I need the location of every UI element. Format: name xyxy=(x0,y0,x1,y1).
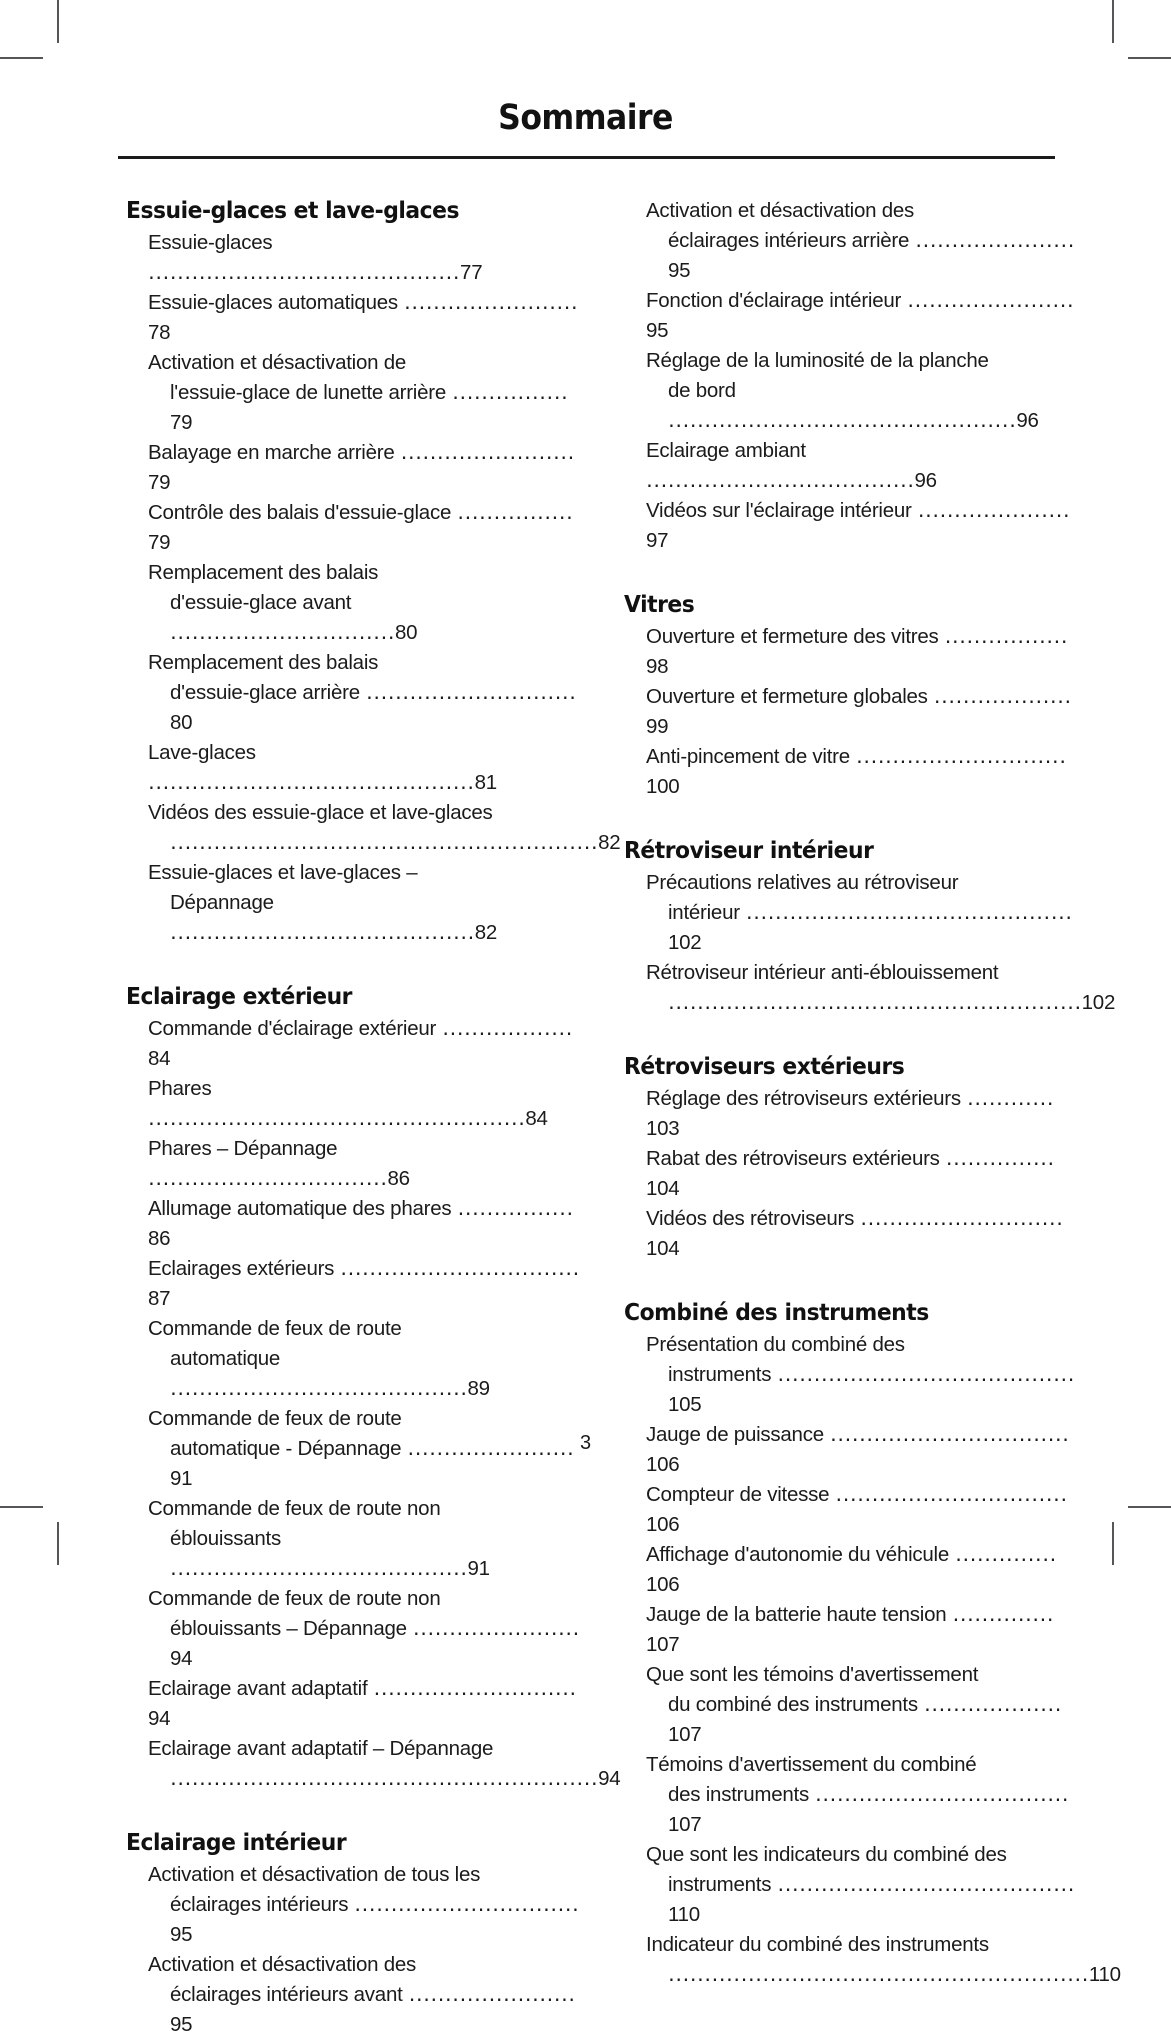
toc-page-number: 80 xyxy=(394,621,418,644)
toc-page-number: 100 xyxy=(646,775,680,798)
toc-leader-dots: ․․․․․․․․․․․․․․․ xyxy=(939,1147,1055,1170)
toc-entry[interactable] xyxy=(624,496,1079,556)
crop-mark-bottom-right-horizontal xyxy=(1128,1506,1171,1508)
toc-entry-title-line: Eclairage avant adaptatif ․․․․․․․․․․․․․․․․․․․․․․․․․․․․94 xyxy=(148,1677,577,1730)
toc-section-heading: Rétroviseurs extérieurs xyxy=(624,1052,905,1080)
toc-page-number: 104 xyxy=(646,1237,680,1260)
toc-leader-dots: ․․․․․․․․․․․․․․․․․․․․․․․․․․․․․․․․ xyxy=(829,1483,1068,1506)
toc-entry-title-line: Activation et désactivation de xyxy=(148,351,407,374)
page-number: 3 xyxy=(579,1432,592,1454)
toc-entry[interactable] xyxy=(624,1144,1079,1204)
toc-entry-title-line: Que sont les indicateurs du combiné des xyxy=(646,1843,1007,1866)
toc-leader-dots: ․․․․․․․․․․․․․․․․․․․․․․․․․․․․․․․․․․․․․․․․․ xyxy=(771,1873,1075,1896)
toc-entry[interactable] xyxy=(624,1540,1079,1600)
toc-leader-dots: ․․․․․․․․․․․․․․․․․․․․․ xyxy=(911,499,1071,522)
page-title: Sommaire xyxy=(498,98,673,138)
toc-page-number: 89 xyxy=(467,1377,490,1400)
toc-entry-title-line: Allumage automatique des phares ․․․․․․․․․․․․․․․․86 xyxy=(148,1197,574,1250)
toc-section xyxy=(624,836,1116,1018)
toc-entry-title-line: instruments ․․․․․․․․․․․․․․․․․․․․․․․․․․․․․․․․․․․․․․․․․110 xyxy=(668,1873,1075,1926)
toc-column-left xyxy=(126,196,621,2040)
toc-entry-title-line: Phares – Dépannage ․․․․․․․․․․․․․․․․․․․․․․․․․․․․․․․․․86 xyxy=(148,1137,410,1190)
toc-entry[interactable] xyxy=(126,498,581,558)
toc-page-number: 91 xyxy=(170,1467,193,1490)
toc-page-number: 105 xyxy=(668,1393,702,1416)
toc-entry-title-line: Lave-glaces ․․․․․․․․․․․․․․․․․․․․․․․․․․․․․․․․․․․․․․․․․․․․․81 xyxy=(148,741,497,794)
toc-entry[interactable] xyxy=(126,1134,581,1194)
toc-entry-title-line: d'essuie-glace arrière ․․․․․․․․․․․․․․․․․․․․․․․․․․․․․80 xyxy=(170,681,577,734)
toc-leader-dots: ․․․․․․․․․․․․․․․․․․․ xyxy=(927,685,1072,708)
toc-page-number: 110 xyxy=(668,1903,700,1926)
toc-page-number: 84 xyxy=(525,1107,548,1130)
toc-page-number: 91 xyxy=(467,1557,490,1580)
toc-entry-title-line: Réglage des rétroviseurs extérieurs ․․․․․․․․․․․․103 xyxy=(646,1087,1055,1140)
toc-entry[interactable] xyxy=(624,196,1079,286)
toc-page-number: 106 xyxy=(646,1573,680,1596)
toc-page-number: 77 xyxy=(460,261,483,284)
toc-section xyxy=(624,1298,1121,1990)
toc-section-heading: Eclairage extérieur xyxy=(126,982,353,1010)
toc-leader-dots: ․․․․․․․․․․․․․․․․․․․․․․․․․․․․․․․․․ xyxy=(334,1257,580,1280)
toc-column-right xyxy=(624,196,1121,1990)
toc-leader-dots: ․․․․․․․․․․․․․․․․․․․․․․․․․․․․․․․․․․․․․․․․․ xyxy=(170,1557,468,1580)
toc-page-number: 107 xyxy=(646,1633,680,1656)
toc-entry[interactable] xyxy=(624,682,1079,742)
toc-page-number: 94 xyxy=(148,1707,171,1730)
toc-leader-dots: ․․․․․․․․․․․․․․․․․․․․․․․․․․․․․․․․․ xyxy=(823,1423,1070,1446)
toc-entry-title-line: Témoins d'avertissement du combiné xyxy=(646,1753,977,1776)
toc-leader-dots: ․․․․․․․․․․․․․․․․․․․․․․․․․․․․․․․․․․․․․․․․․․ xyxy=(170,921,475,944)
toc-entry-title-line: instruments ․․․․․․․․․․․․․․․․․․․․․․․․․․․․․․․․․․․․․․․․․105 xyxy=(668,1363,1075,1416)
toc-entry-list xyxy=(126,1860,581,2040)
toc-entry[interactable] xyxy=(126,1950,581,2040)
toc-entry[interactable] xyxy=(126,1860,581,1950)
crop-mark-top-right-horizontal xyxy=(1128,57,1171,59)
toc-entry[interactable] xyxy=(624,1750,1079,1840)
toc-entry-list xyxy=(624,1330,1121,1990)
toc-entry-title-line: Commande de feux de route non xyxy=(148,1587,441,1610)
toc-entry-list xyxy=(624,622,1079,802)
toc-entry-title-line: Précautions relatives au rétroviseur xyxy=(646,871,959,894)
toc-leader-dots: ․․․․․․․․․․․․․․․․․․․․․․․․․․․․․ xyxy=(849,745,1067,768)
toc-page-number: 82 xyxy=(474,921,498,944)
toc-entry[interactable] xyxy=(624,436,1079,496)
toc-page-number: 79 xyxy=(148,531,171,554)
toc-entry[interactable] xyxy=(624,622,1079,682)
toc-entry-list xyxy=(624,196,1079,556)
header-rule xyxy=(118,156,1055,159)
toc-entry[interactable] xyxy=(126,228,581,288)
toc-leader-dots: ․․․․․․․․․․․․․․․․․․․․․․․․․․․․․․․․․․․․․․․․․․․․․․․․․․․․․․․․․․ xyxy=(668,1963,1089,1986)
toc-section-heading: Essuie-glaces et lave-glaces xyxy=(126,196,460,224)
toc-entry-title-line: Commande de feux de route xyxy=(148,1317,402,1340)
toc-page-number: 102 xyxy=(1081,991,1116,1014)
toc-section xyxy=(126,196,621,948)
toc-leader-dots: ․․․․․․․․․․․․․․․․․․․․․․․․․․․․․․․․․․․․․․․․․ xyxy=(170,1377,468,1400)
toc-entry-title-line: automatique ․․․․․․․․․․․․․․․․․․․․․․․․․․․․․․․․․․․․․․․․․89 xyxy=(170,1347,490,1400)
toc-leader-dots: ․․․․․․․․․․․․․․․․ xyxy=(446,381,569,404)
toc-leader-dots: ․․․․․․․․․․․․․․․․․․․․․․․ xyxy=(401,1437,575,1460)
toc-entry-list xyxy=(126,1014,621,1794)
toc-entry-title-line: Phares ․․․․․․․․․․․․․․․․․․․․․․․․․․․․․․․․․․․․․․․․․․․․․․․․․․․․84 xyxy=(148,1077,548,1130)
toc-page-number: 98 xyxy=(646,655,669,678)
toc-leader-dots: ․․․․․․․․․․․․․․․․․․․․․․․․․․․․․․․ xyxy=(348,1893,580,1916)
toc-entry-title-line: Commande de feux de route xyxy=(148,1407,402,1430)
toc-entry-title-line: éblouissants – Dépannage ․․․․․․․․․․․․․․․․․․․․․․․94 xyxy=(170,1617,580,1670)
toc-entry-title-line: Vidéos des essuie-glace et lave-glaces xyxy=(148,801,493,824)
toc-section xyxy=(624,590,1079,802)
toc-entry-title-line: Compteur de vitesse ․․․․․․․․․․․․․․․․․․․․․․․․․․․․․․․․106 xyxy=(646,1483,1068,1536)
toc-leader-line xyxy=(646,1960,1121,1990)
toc-leader-dots: ․․․․․․․․․․․․․․ xyxy=(946,1603,1055,1626)
toc-leader-dots: ․․․․․․․․․․․․․․․․․․․․․․․․․․․․․․․․․․․․․ xyxy=(646,469,915,492)
toc-leader-dots: ․․․․․․․․․․․․․․․․․․․․․․․․․․․․․․․․․․․․․․․․․․․․․ xyxy=(148,771,475,794)
toc-leader-dots: ․․․․․․․․․․․․․․․․ xyxy=(451,1197,574,1220)
toc-entry-title-line: Essuie-glaces ․․․․․․․․․․․․․․․․․․․․․․․․․․․․․․․․․․․․․․․․․․․77 xyxy=(148,231,483,284)
toc-page-number: 102 xyxy=(668,931,702,954)
toc-entry[interactable] xyxy=(624,346,1079,436)
toc-entry-title-line: Commande d'éclairage extérieur ․․․․․․․․․․․․․․․․․․84 xyxy=(148,1017,573,1070)
toc-leader-dots: ․․․․․․․․․․․․․․․․․․ xyxy=(436,1017,573,1040)
toc-page-number: 94 xyxy=(598,1767,621,1790)
toc-page-number: 95 xyxy=(170,1923,193,1946)
toc-entry-title-line: Eclairages extérieurs ․․․․․․․․․․․․․․․․․․․․․․․․․․․․․․․․․87 xyxy=(148,1257,580,1310)
toc-page-number: 95 xyxy=(170,2013,193,2036)
toc-entry[interactable] xyxy=(624,1660,1079,1750)
toc-section xyxy=(624,196,1079,556)
toc-entry[interactable] xyxy=(126,648,581,738)
toc-page-number: 95 xyxy=(668,259,691,282)
toc-entry-title-line: Eclairage ambiant ․․․․․․․․․․․․․․․․․․․․․․․․․․․․․․․․․․․․․96 xyxy=(646,439,937,492)
toc-entry-title-line: intérieur ․․․․․․․․․․․․․․․․․․․․․․․․․․․․․․․․․․․․․․․․․․․․․102 xyxy=(668,901,1073,954)
toc-entry[interactable] xyxy=(126,1494,581,1584)
toc-page-number: 86 xyxy=(387,1167,410,1190)
crop-mark-top-left-vertical xyxy=(57,0,59,43)
toc-entry-title-line: Vidéos des rétroviseurs ․․․․․․․․․․․․․․․․․․․․․․․․․․․․104 xyxy=(646,1207,1064,1260)
toc-entry[interactable] xyxy=(624,1330,1079,1420)
toc-leader-dots: ․․․․․․․․․․․․․․․․․․․․․․․․․․․․ xyxy=(367,1677,577,1700)
toc-entry[interactable] xyxy=(624,1930,1121,1990)
toc-leader-dots: ․․․․․․․․․․․․․․․․․․․․․․․․․․․․․․․․․․․․․․․․․․․․․․․․․․․․ xyxy=(148,1107,526,1130)
toc-entry-title-line: Rétroviseur intérieur anti-éblouissement xyxy=(646,961,999,984)
toc-page-number: 99 xyxy=(646,715,669,738)
toc-leader-line xyxy=(148,1764,621,1794)
toc-entry-title-line: Que sont les témoins d'avertissement xyxy=(646,1663,979,1686)
toc-leader-dots: ․․․․․․․․․․․․․․․․․․․․․․․ xyxy=(901,289,1075,312)
toc-leader-dots: ․․․․․․․․․․․․․․․․․․․ xyxy=(917,1693,1062,1716)
toc-entry-title-line: Vidéos sur l'éclairage intérieur ․․․․․․․․․․․․․․․․․․․․․97 xyxy=(646,499,1071,552)
toc-entry[interactable] xyxy=(126,1014,581,1074)
toc-leader-dots: ․․․․․․․․․․․․․․․․․․․․․․․․․․․․․․․․․․․․․․․․․․․․․․․․․․․․․․․․․․․ xyxy=(170,1767,599,1790)
toc-entry-title-line: Jauge de la batterie haute tension ․․․․․․․․․․․․․․107 xyxy=(646,1603,1055,1656)
toc-page-number: 84 xyxy=(148,1047,171,1070)
toc-leader-dots: ․․․․․․․․․․․․․․․․․․․․․․․․․․․․․․․․․․․․․․․․․․․․․ xyxy=(739,901,1073,924)
toc-entry-title-line: Affichage d'autonomie du véhicule ․․․․․․․․․․․․․․106 xyxy=(646,1543,1057,1596)
toc-leader-dots: ․․․․․․․․․․․․․․․․․․․․․․․․․․․․․․․․․ xyxy=(148,1167,388,1190)
crop-mark-bottom-left-vertical xyxy=(57,1522,59,1565)
toc-leader-dots: ․․․․․․․․․․․․․․․․․․․․․․․ xyxy=(402,1983,576,2006)
toc-page-number: 86 xyxy=(148,1227,171,1250)
toc-entry-title-line: Balayage en marche arrière ․․․․․․․․․․․․․․․․․․․․․․․․79 xyxy=(148,441,575,494)
toc-entry[interactable] xyxy=(126,1674,581,1734)
toc-entry-title-line: Eclairage avant adaptatif – Dépannage xyxy=(148,1737,494,1760)
toc-entry-list xyxy=(126,228,621,948)
toc-entry[interactable] xyxy=(126,1584,581,1674)
toc-page-number: 80 xyxy=(170,711,193,734)
toc-section xyxy=(126,982,621,1794)
toc-entry-title-line: l'essuie-glace de lunette arrière ․․․․․․․․․․․․․․․․79 xyxy=(170,381,569,434)
toc-page-number: 82 xyxy=(598,831,621,854)
toc-entry-title-line: Remplacement des balais xyxy=(148,561,379,584)
toc-page-number: 79 xyxy=(148,471,171,494)
toc-section-heading: Vitres xyxy=(624,590,695,618)
toc-entry[interactable] xyxy=(126,798,621,858)
crop-mark-top-right-vertical xyxy=(1112,0,1114,43)
toc-entry-title-line: Contrôle des balais d'essuie-glace ․․․․․․․․․․․․․․․․79 xyxy=(148,501,574,554)
toc-entry-title-line: Ouverture et fermeture globales ․․․․․․․․․․․․․․․․․․․99 xyxy=(646,685,1072,738)
toc-page-number: 106 xyxy=(646,1513,680,1536)
toc-page-number: 107 xyxy=(668,1723,702,1746)
toc-leader-dots: ․․․․․․․․․․․․ xyxy=(960,1087,1055,1110)
toc-entry[interactable] xyxy=(126,1074,581,1134)
toc-leader-dots: ․․․․․․․․․․․․․․․․․․․․․․․․․․․․․․․ xyxy=(170,621,395,644)
toc-entry[interactable] xyxy=(624,1084,1079,1144)
toc-leader-dots: ․․․․․․․․․․․․․․․․․․․․․․․․ xyxy=(397,291,579,314)
toc-entry-title-line: Ouverture et fermeture des vitres ․․․․․․․․․․․․․․․․․98 xyxy=(646,625,1069,678)
crop-mark-bottom-right-vertical xyxy=(1112,1522,1114,1565)
toc-entry-title-line: Remplacement des balais xyxy=(148,651,379,674)
toc-entry-title-line: d'essuie-glace avant ․․․․․․․․․․․․․․․․․․․․․․․․․․․․․․․80 xyxy=(170,591,418,644)
toc-entry[interactable] xyxy=(126,348,581,438)
toc-entry[interactable] xyxy=(126,438,581,498)
toc-leader-dots: ․․․․․․․․․․․․․․․․․․․․․․․․․․․․ xyxy=(854,1207,1064,1230)
toc-page-number: 94 xyxy=(170,1647,193,1670)
toc-entry-title-line: éclairages intérieurs arrière ․․․․․․․․․․․․․․․․․․․․․․95 xyxy=(668,229,1075,282)
toc-entry[interactable] xyxy=(126,558,581,648)
toc-section xyxy=(624,1052,1079,1264)
toc-entry-title-line: Jauge de puissance ․․․․․․․․․․․․․․․․․․․․․․․․․․․․․․․․․106 xyxy=(646,1423,1070,1476)
toc-page-number: 96 xyxy=(1016,409,1039,432)
toc-entry[interactable] xyxy=(624,1480,1079,1540)
toc-entry[interactable] xyxy=(126,738,581,798)
toc-leader-dots: ․․․․․․․․․․․․․․ xyxy=(949,1543,1057,1566)
toc-entry-title-line: Dépannage ․․․․․․․․․․․․․․․․․․․․․․․․․․․․․․․․․․․․․․․․․․82 xyxy=(170,891,498,944)
toc-section-heading: Combiné des instruments xyxy=(624,1298,929,1326)
toc-page-number: 87 xyxy=(148,1287,171,1310)
toc-leader-dots: ․․․․․․․․․․․․․․․․․․․․․․․․․․․․․․․․․․․․․․․․․․․․․․․․․․․․․․․․․․․ xyxy=(170,831,599,854)
toc-entry-title-line: de bord ․․․․․․․․․․․․․․․․․․․․․․․․․․․․․․․․․․․․․․․․․․․․․․․․96 xyxy=(668,379,1039,432)
toc-leader-dots: ․․․․․․․․․․․․․․․․․․․․․․․․․․․․․․․․․․․ xyxy=(808,1783,1070,1806)
toc-entry-title-line: des instruments ․․․․․․․․․․․․․․․․․․․․․․․․․․․․․․․․․․․107 xyxy=(668,1783,1070,1836)
toc-entry-title-line: Activation et désactivation des xyxy=(646,199,915,222)
toc-page-number: 110 xyxy=(1088,1963,1121,1986)
toc-leader-dots: ․․․․․․․․․․․․․․․․․․․․․․․ xyxy=(406,1617,580,1640)
toc-entry-title-line: Anti-pincement de vitre ․․․․․․․․․․․․․․․․․․․․․․․․․․․․․100 xyxy=(646,745,1067,798)
toc-entry-title-line: éclairages intérieurs avant ․․․․․․․․․․․․․․․․․․․․․․․95 xyxy=(170,1983,576,2036)
toc-entry-title-line: Présentation du combiné des xyxy=(646,1333,905,1356)
toc-page-number: 107 xyxy=(668,1813,702,1836)
toc-entry-title-line: Essuie-glaces automatiques ․․․․․․․․․․․․․․․․․․․․․․․․78 xyxy=(148,291,579,344)
toc-leader-dots: ․․․․․․․․․․․․․․․․․․․․․․ xyxy=(909,229,1075,252)
toc-entry[interactable] xyxy=(624,868,1079,958)
toc-entry-title-line: automatique - Dépannage ․․․․․․․․․․․․․․․․․․․․․․․91 xyxy=(170,1437,575,1490)
toc-section xyxy=(126,1828,581,2040)
toc-entry-title-line: éblouissants ․․․․․․․․․․․․․․․․․․․․․․․․․․․․․․․․․․․․․․․․․91 xyxy=(170,1527,490,1580)
toc-entry-list xyxy=(624,868,1116,1018)
toc-entry[interactable] xyxy=(126,1734,621,1794)
toc-entry-title-line: Réglage de la luminosité de la planche xyxy=(646,349,989,372)
toc-entry[interactable] xyxy=(126,288,581,348)
toc-leader-dots: ․․․․․․․․․․․․․․․․․․․․․․․․․․․․․․․․․․․․․․․․․․․․․․․․․․․․․․․․․ xyxy=(668,991,1082,1014)
toc-page-number: 79 xyxy=(170,411,193,434)
toc-section-heading: Eclairage intérieur xyxy=(126,1828,347,1856)
toc-entry[interactable] xyxy=(624,286,1079,346)
toc-entry-title-line: Essuie-glaces et lave-glaces – xyxy=(148,861,418,884)
toc-page-number: 81 xyxy=(474,771,497,794)
toc-entry[interactable] xyxy=(126,1194,581,1254)
toc-entry[interactable] xyxy=(624,742,1079,802)
toc-leader-dots: ․․․․․․․․․․․․․․․․․ xyxy=(938,625,1069,648)
toc-page-number: 97 xyxy=(646,529,669,552)
toc-section-heading: Rétroviseur intérieur xyxy=(624,836,874,864)
crop-mark-top-left-horizontal xyxy=(0,57,43,59)
toc-entry[interactable] xyxy=(624,1840,1079,1930)
toc-entry-list xyxy=(624,1084,1079,1264)
toc-leader-dots: ․․․․․․․․․․․․․․․․․․․․․․․․ xyxy=(394,441,575,464)
toc-leader-dots: ․․․․․․․․․․․․․․․․ xyxy=(451,501,574,524)
toc-leader-dots: ․․․․․․․․․․․․․․․․․․․․․․․․․․․․․․․․․․․․․․․․․ xyxy=(771,1363,1075,1386)
toc-page-number: 103 xyxy=(646,1117,680,1140)
toc-leader-dots: ․․․․․․․․․․․․․․․․․․․․․․․․․․․․․ xyxy=(359,681,577,704)
toc-entry[interactable] xyxy=(126,1314,581,1404)
toc-entry-title-line: Activation et désactivation de tous les xyxy=(148,1863,481,1886)
toc-entry-title-line: du combiné des instruments ․․․․․․․․․․․․․․․․․․․107 xyxy=(668,1693,1062,1746)
toc-page-number: 96 xyxy=(914,469,937,492)
toc-entry[interactable] xyxy=(624,958,1116,1018)
toc-page-number: 104 xyxy=(646,1177,680,1200)
toc-entry-title-line: Indicateur du combiné des instruments xyxy=(646,1933,989,1956)
toc-entry-title-line: Rabat des rétroviseurs extérieurs ․․․․․․․․․․․․․․․104 xyxy=(646,1147,1055,1200)
toc-entry[interactable] xyxy=(624,1600,1079,1660)
toc-entry-title-line: Activation et désactivation des xyxy=(148,1953,417,1976)
toc-leader-dots: ․․․․․․․․․․․․․․․․․․․․․․․․․․․․․․․․․․․․․․․․․․․ xyxy=(148,261,461,284)
toc-page-number: 78 xyxy=(148,321,171,344)
toc-page-number: 95 xyxy=(646,319,669,342)
toc-leader-line xyxy=(646,988,1116,1018)
toc-entry-title-line: éclairages intérieurs ․․․․․․․․․․․․․․․․․․․․․․․․․․․․․․․95 xyxy=(170,1893,580,1946)
toc-page-number: 106 xyxy=(646,1453,680,1476)
toc-entry-title-line: Fonction d'éclairage intérieur ․․․․․․․․․․․․․․․․․․․․․․․95 xyxy=(646,289,1075,342)
toc-leader-line xyxy=(148,828,621,858)
toc-entry-title-line: Commande de feux de route non xyxy=(148,1497,441,1520)
toc-entry[interactable] xyxy=(126,1254,581,1314)
toc-entry[interactable] xyxy=(624,1204,1079,1264)
toc-leader-dots: ․․․․․․․․․․․․․․․․․․․․․․․․․․․․․․․․․․․․․․․․․․․․․․․․ xyxy=(668,409,1017,432)
crop-mark-bottom-left-horizontal xyxy=(0,1506,43,1508)
toc-entry[interactable] xyxy=(126,858,581,948)
